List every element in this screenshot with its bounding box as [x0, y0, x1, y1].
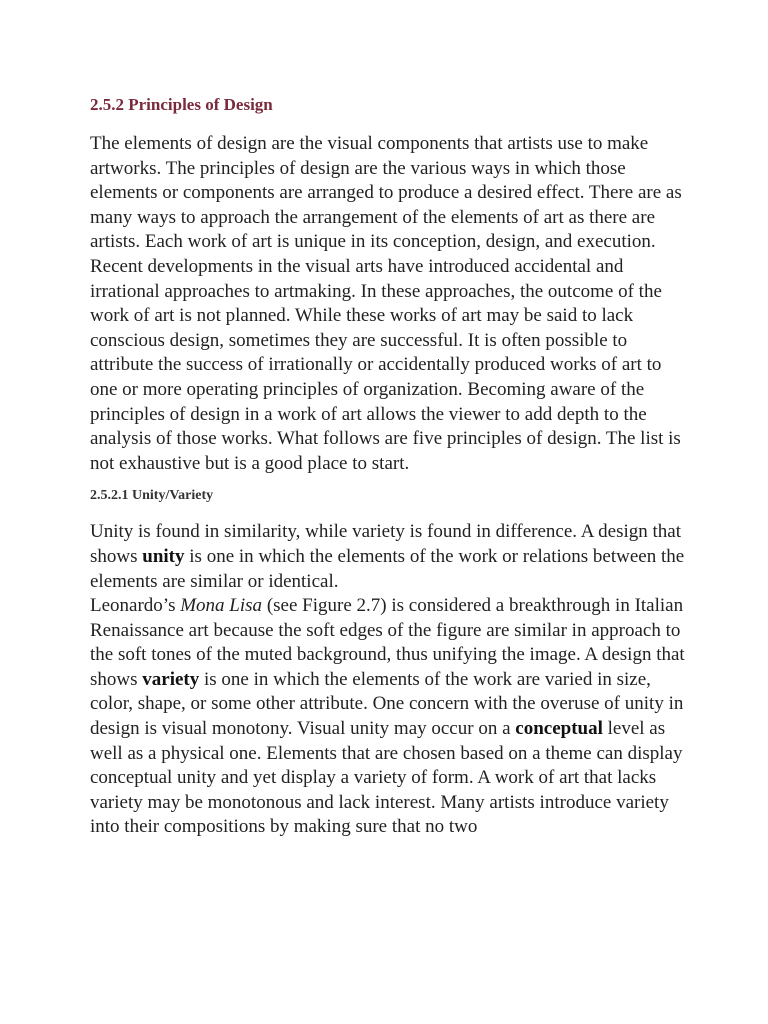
intro-paragraph: The elements of design are the visual components that artists use to make artworks. The principles of design are the various ways in which those elements or components are arranged to produce a desired effect. There are as many ways to approach the arrangement of the elements of art as there are artists. Each work of art is unique in its conception, design, and execution. Recent developments in the visual arts have introduced accidental and irrational approaches to artmaking. In these approaches, the outcome of the work of art is not planned. While these works of art may be said to lack conscious design, sometimes they are successful. It is often possible to attribute the success of irrationally or accidentally produced works of art to one or more operating principles of organization. Becoming aware of the principles of design in a work of art allows the viewer to add depth to the analysis of those works. What follows are five principles of design. The list is not exhaustive but is a good place to start.	[90, 133, 682, 474]
text-run: (see Figure 2.7) is considered a breakthrough in Italian Renaissance art because the soft edges of the figure are similar in approach to the soft tones of the muted background, thus unifying the image. A design that shows	[90, 595, 685, 690]
artwork-title: Mona Lisa	[180, 595, 263, 617]
unity-paragraph	[90, 520, 690, 594]
section-heading: 2.5.2 Principles of Design	[90, 95, 273, 114]
document-page	[90, 94, 690, 840]
text-run: is one in which the elements of the work or relations between the elements are similar or identical.	[90, 545, 685, 592]
text-run: Leonardo’s	[90, 595, 181, 617]
term-conceptual: conceptual	[515, 718, 603, 740]
text-run: is one in which the elements of the work are varied in size, color, shape, or some other attribute. One concern with the overuse of unity in design is visual monotony. Visual unity may occur on a	[90, 668, 684, 740]
term-unity: unity	[142, 545, 185, 567]
text-run: Unity is found in similarity, while variety is found in difference. A design that shows	[90, 521, 682, 567]
mona-lisa-paragraph	[90, 594, 690, 840]
term-variety: variety	[142, 668, 200, 690]
subsection-heading: 2.5.2.1 Unity/Variety	[90, 488, 214, 504]
text-run: level as well as a physical one. Elements that are chosen based on a theme can display conceptual unity and yet display a variety of form. A work of art that lacks variety may be monotonous and lack interest. Many artists introduce variety into their compositions by making sure that no two	[90, 718, 683, 838]
